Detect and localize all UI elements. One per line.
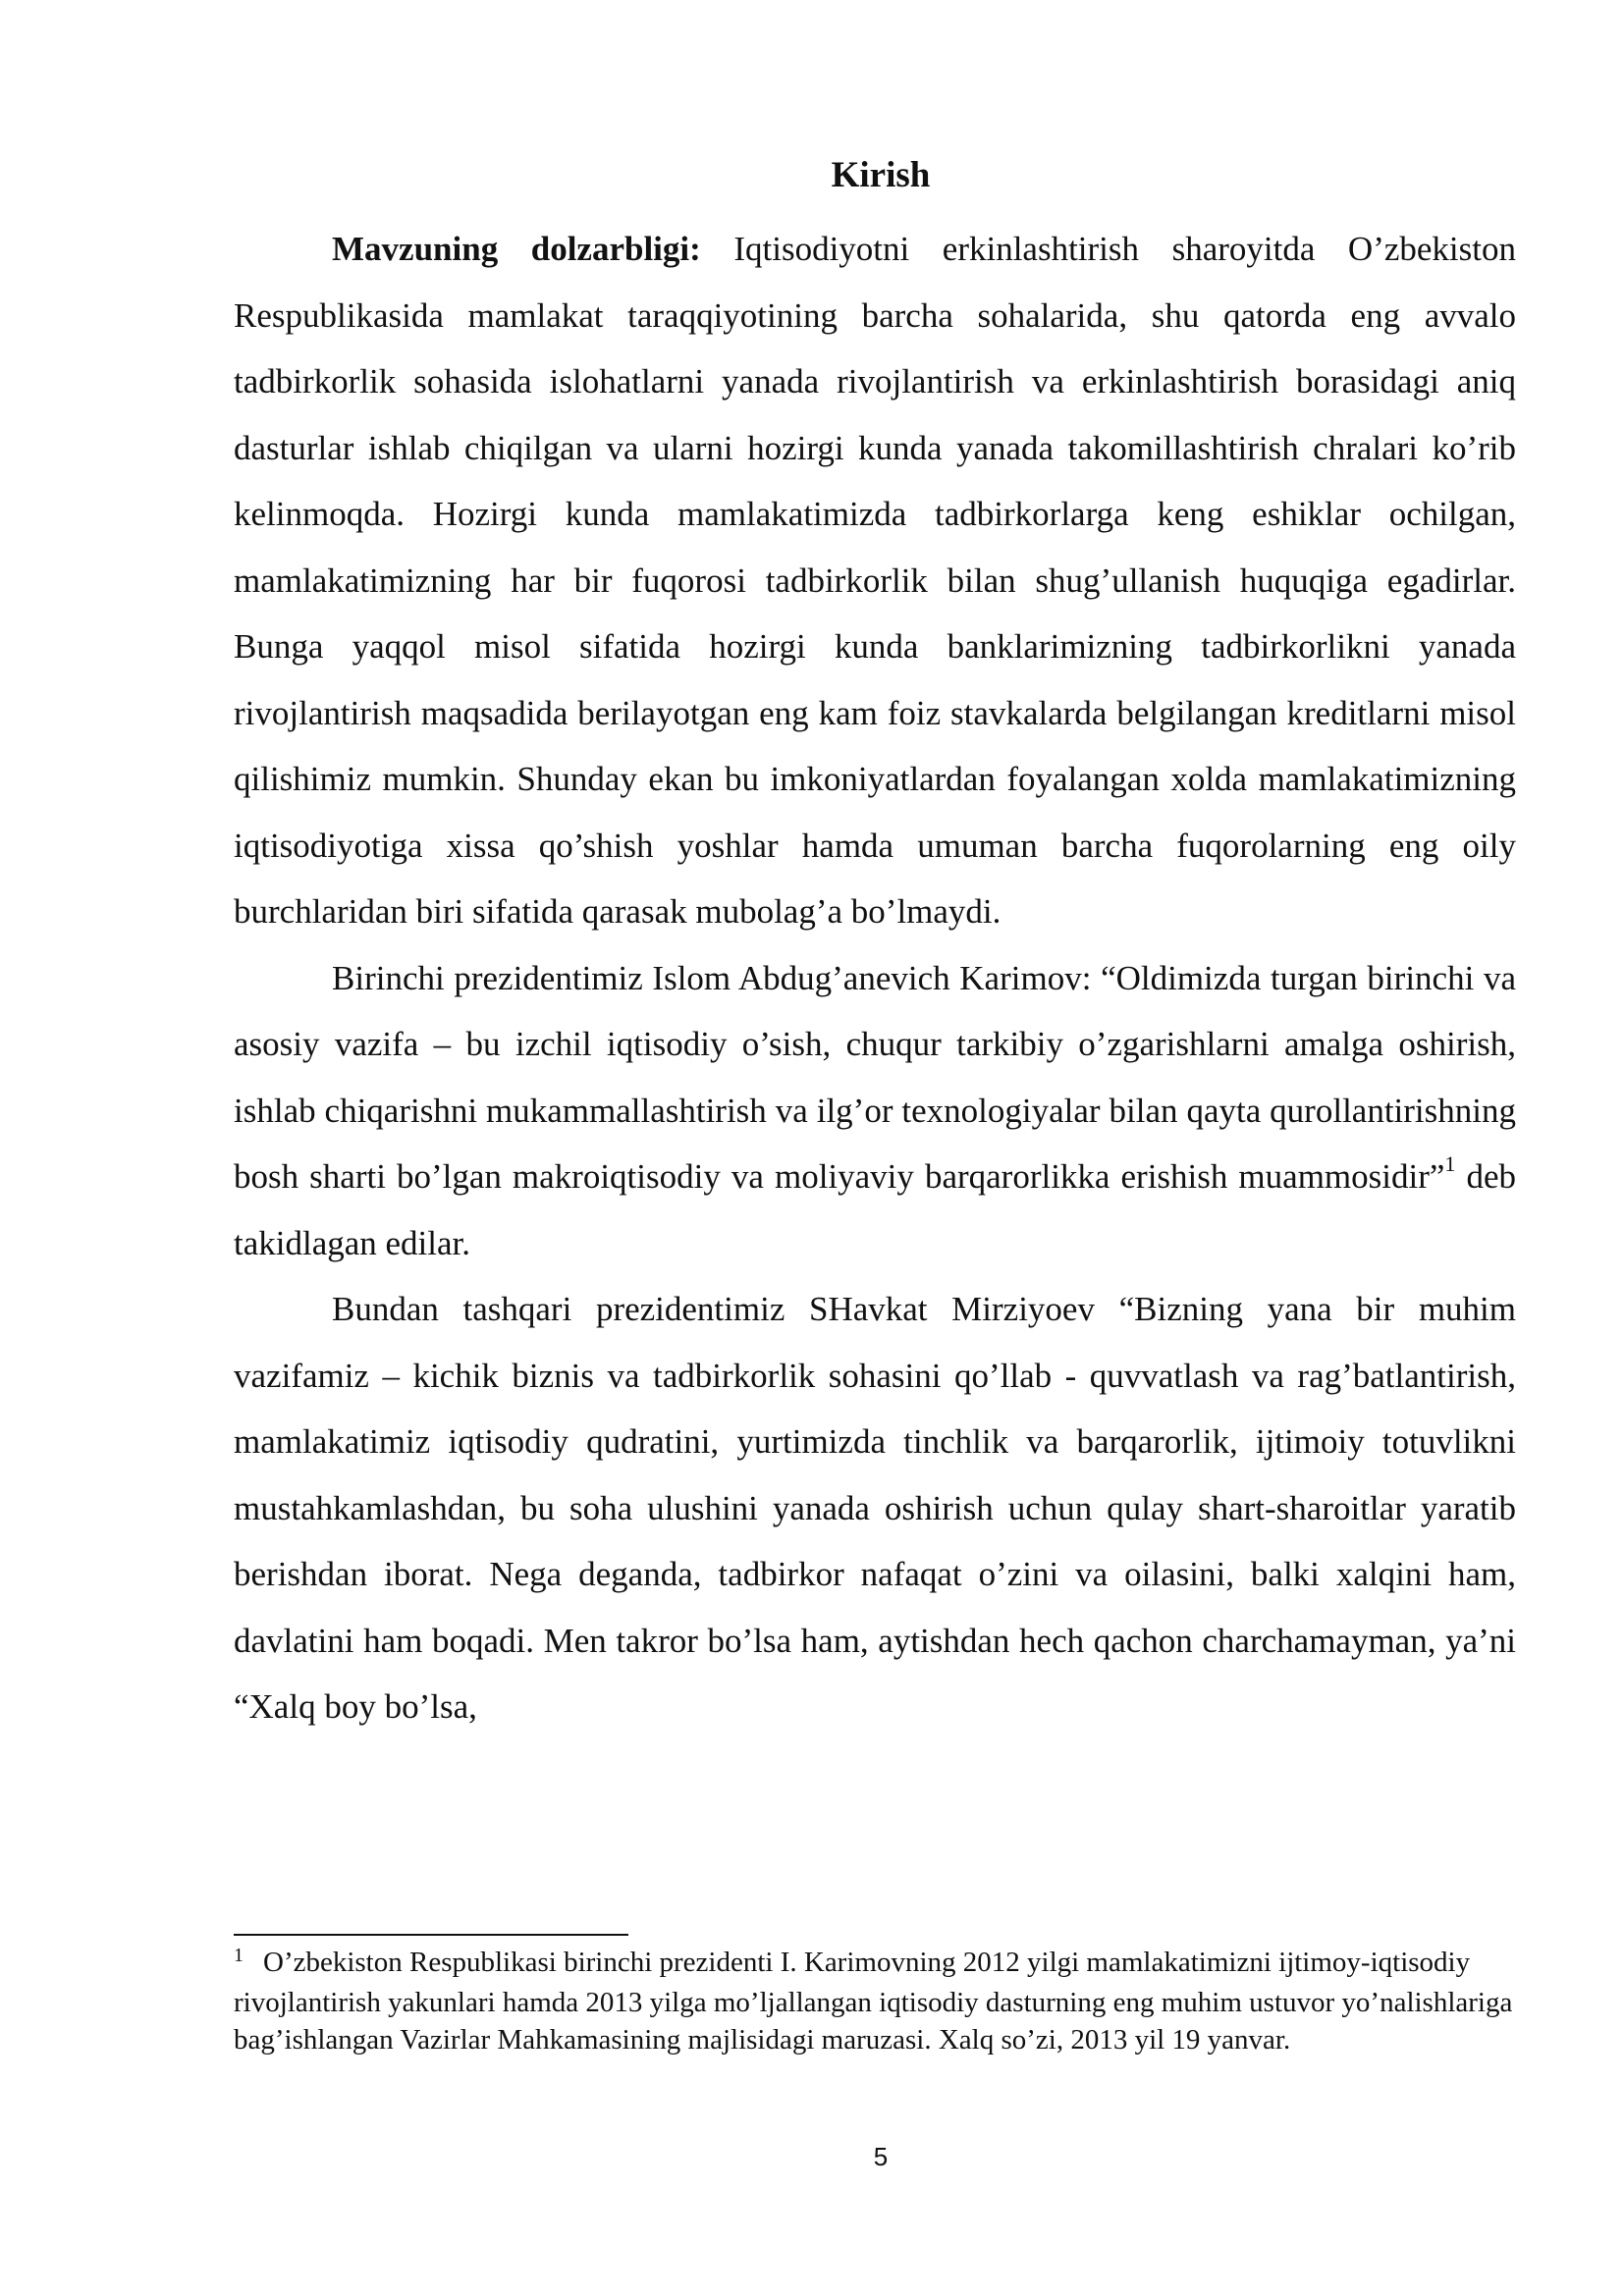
footnote-text: O’zbekiston Respublikasi birinchi prezidenti I. Karimovning 2012 yilgi mamlakatimizni ijtimoy-iqtisodiy rivojlantirish yakunlari hamda 2013 yilga mo’ljallangan iqtisodiy dasturning eng muhim ustuvor yo’nalishlariga bag’ishlangan Vazirlar Mahkamasining majlisidagi maruzasi. Xalq so’zi, 2013 yil 19 yanvar. [234,1947,1513,2056]
paragraph-text: Birinchi prezidentimiz Islom Abdug’anevich Karimov: “Oldimizda turgan birinchi va asosiy vazifa – bu izchil iqtisodiy o’sish, chuqur tarkibiy o’zgarishlarni amalga oshirish, ishlab chiqarishni mukammallashtirish va ilg’or texnologiyalar bilan qayta qurollantirishning bosh sharti bo’lgan makroiqtisodiy va moliyaviy barqarorlikka erishish muammosidir” [234,958,1516,1196]
paragraph-text-after: deb takidlagan edilar. [234,1157,1516,1262]
paragraph-lead: Mavzuning dolzarbligi: [332,230,701,268]
section-title: Kirish [831,155,931,195]
paragraph-relevance [234,216,1516,945]
footnote-divider [234,1934,628,1936]
paragraph-mirziyoev-quote [234,1276,1516,1740]
footnote-number: 1 [234,1945,244,1966]
paragraph-text: Iqtisodiyotni erkinlashtirish sharoyitda O’zbekiston Respublikasida mamlakat taraqqiyotining barcha sohalarida, shu qatorda eng avvalo tadbirkorlik sohasida islohatlarni yanada rivojlantirish va erkinlashtirish borasidagi aniq dasturlar ishlab chiqilgan va ularni hozirgi kunda yanada takomillashtirish chralari ko’rib kelinmoqda. Hozirgi kunda mamlakatimizda tadbirkorlarga keng eshiklar ochilgan, mamlakatimizning har bir fuqorosi tadbirkorlik bilan shug’ullanish huquqiga egadirlar. Bunga yaqqol misol sifatida hozirgi kunda banklarimizning tadbirkorlikni yanada rivojlantirish maqsadida berilayotgan eng kam foiz stavkalarda belgilangan kreditlarni misol qilishimiz mumkin. Shunday ekan bu imkoniyatlardan foyalangan xolda mamlakatimizning iqtisodiyotiga xissa qo’shish yoshlar hamda umuman barcha fuqorolarning eng oily burchlaridan biri sifatida qarasak mubolag’a bo’lmaydi. [234,230,1516,931]
page-number: 5 [873,2142,889,2171]
footnote-reference[interactable]: 1 [1444,1151,1456,1177]
paragraph-karimov-quote [234,945,1516,1277]
footnote [234,1944,1516,2058]
body-text [234,216,1516,1740]
paragraph-text: Bundan tashqari prezidentimiz SHavkat Mirziyoev “Bizning yana bir muhim vazifamiz – kichik biznis va tadbirkorlik sohasini qo’llab - quvvatlash va rag’batlantirish, mamlakatimiz iqtisodiy qudratini, yurtimizda tinchlik va barqarorlik, ijtimoiy totuvlikni mustahkamlashdan, bu soha ulushini yanada oshirish uchun qulay shart-sharoitlar yaratib berishdan iborat. Nega deganda, tadbirkor nafaqat o’zini va oilasini, balki xalqini ham, davlatini ham boqadi. Men takror bo’lsa ham, aytishdan hech qachon charchamayman, ya’ni “Xalq boy bo’lsa, [234,1290,1516,1726]
